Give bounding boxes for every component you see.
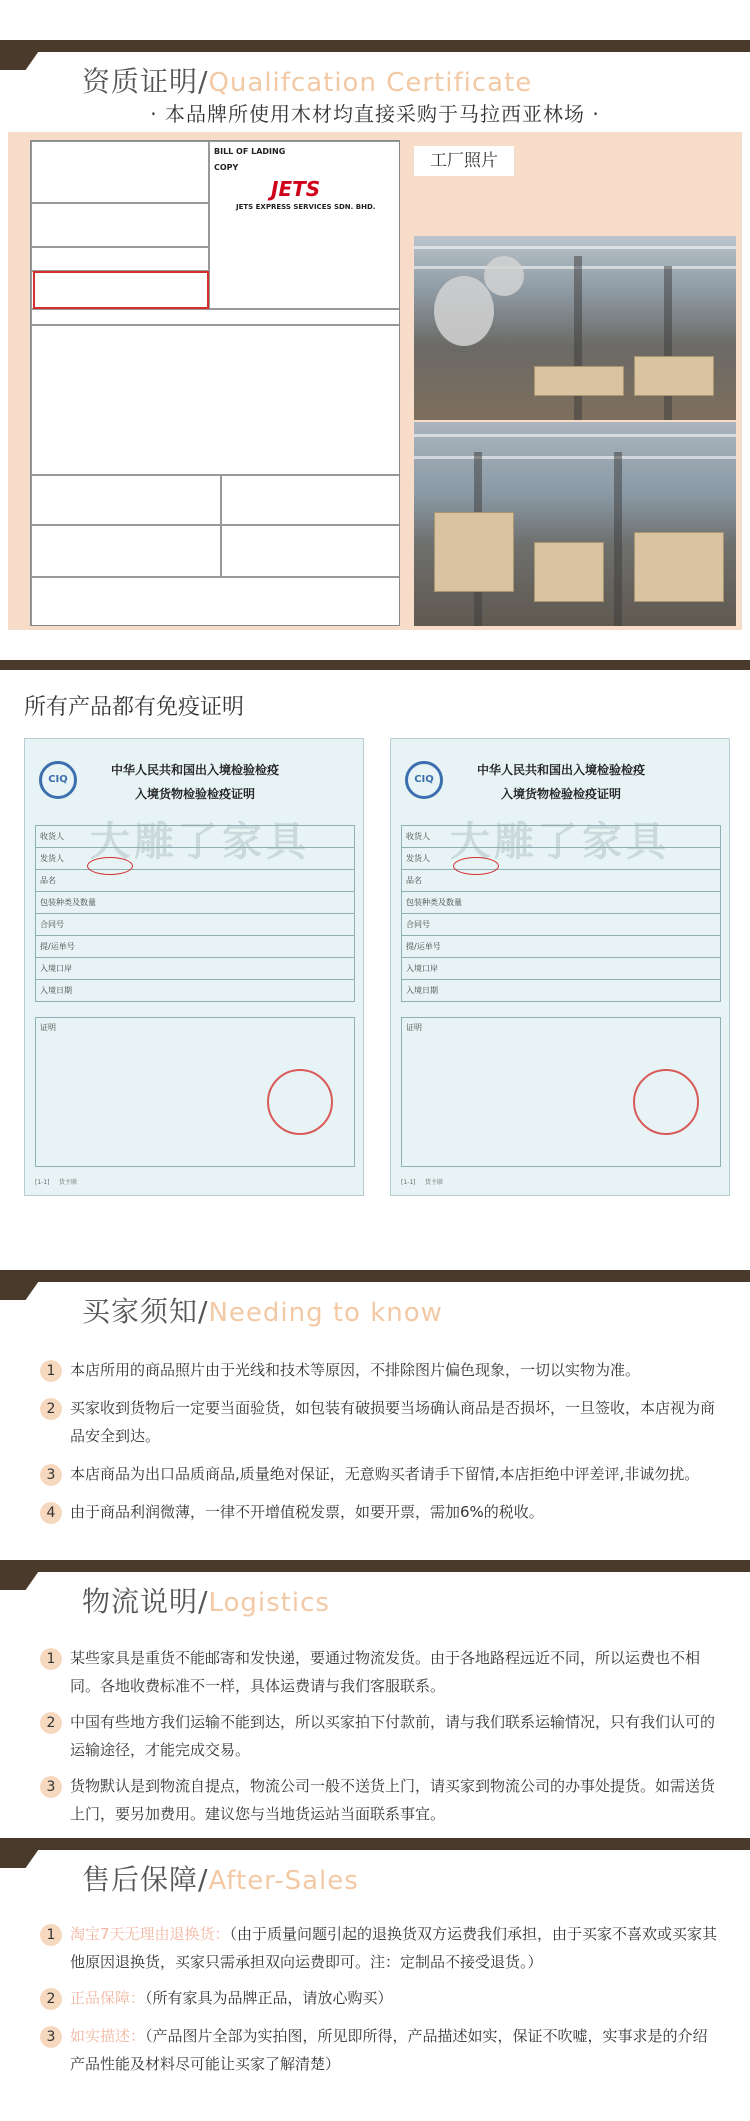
quarantine-title: 所有产品都有免疫证明 <box>24 695 245 720</box>
ciq-logo: CIQ <box>39 761 77 799</box>
aftersales-title: 售后保障/After-Sales <box>82 1863 359 1896</box>
cert-row-label: 合同号 <box>402 914 721 936</box>
factory-photo-1 <box>414 236 736 420</box>
cert-subtitle: 入境货物检验检疫证明 <box>134 787 255 801</box>
list-item: 2 正品保障：（所有家具为品牌正品，请放心购买） <box>48 1984 718 2012</box>
bill-heading: BILL OF LADING <box>214 147 286 156</box>
official-seal <box>633 1069 699 1135</box>
list-item: 4 由于商品利润微薄，一律不开增值税发票，如要开票，需加6%的税收。 <box>48 1498 718 1526</box>
quarantine-bar <box>0 660 750 670</box>
quarantine-certificate-1 <box>24 738 364 1196</box>
cert-row-label: 包装种类及数量 <box>36 892 355 914</box>
logistics-header <box>0 1560 750 1630</box>
cert-title: 中华人民共和国出入境检验检疫 <box>110 763 279 777</box>
bill-copy-label: COPY <box>214 163 239 172</box>
cert-row-label: 合同号 <box>36 914 355 936</box>
cert-remark: 证明 <box>35 1017 355 1167</box>
official-seal <box>267 1069 333 1135</box>
factory-photo-2 <box>414 422 736 626</box>
list-item: 1 淘宝7天无理由退换货：（由于质量问题引起的退换货双方运费我们承担，由于买家不喜欢或买家其他原因退换货，买家只需承担双向运费即可。注：定制品不接受退货。） <box>48 1920 718 1976</box>
watermark: 大雕了家具 <box>450 819 670 865</box>
quarantine-section <box>0 660 750 1280</box>
cert-row-label: 发货人 <box>36 848 355 870</box>
cert-remark: 证明 <box>401 1017 721 1167</box>
cert-title: 中华人民共和国出入境检验检疫 <box>476 763 645 777</box>
cert-row-label: 收货人 <box>402 826 721 848</box>
quarantine-certificate-2 <box>390 738 730 1196</box>
cert-row-label: 入境口岸 <box>36 958 355 980</box>
slogan: · 本品牌所使用木材均直接采购于马拉西亚林场 · <box>150 102 600 126</box>
logistics-title: 物流说明/Logistics <box>82 1585 330 1618</box>
list-item: 3 本店商品为出口品质商品,质量绝对保证，无意购买者请手下留情,本店拒绝中评差评,非诚勿扰。 <box>48 1460 718 1488</box>
cert-row-label: 品名 <box>402 870 721 892</box>
cert-row-label: 发货人 <box>402 848 721 870</box>
list-item: 2 中国有些地方我们运输不能到达，所以买家拍下付款前，请与我们联系运输情况，只有我们认可的运输途径，才能完成交易。 <box>48 1708 718 1764</box>
cert-row-label: 包装种类及数量 <box>402 892 721 914</box>
logistics-section <box>0 1560 750 1830</box>
bill-of-lading-document <box>30 140 400 626</box>
factory-photo-label: 工厂照片 <box>414 146 514 176</box>
list-item: 2 买家收到货物后一定要当面验货，如包装有破损要当场确认商品是否损坏，一旦签收，本店视为商品安全到达。 <box>48 1394 718 1450</box>
qualification-section <box>0 0 750 650</box>
bill-company-name: JETS EXPRESS SERVICES SDN. BHD. <box>236 203 376 211</box>
cert-footer: [1-1] 货主联 <box>35 1179 78 1186</box>
cert-row-label: 入境日期 <box>402 980 721 1002</box>
cert-row-label: 品名 <box>36 870 355 892</box>
aftersales-section <box>0 1838 750 2121</box>
cert-row-label: 入境日期 <box>36 980 355 1002</box>
needing-section <box>0 1270 750 1560</box>
list-item: 1 某些家具是重货不能邮寄和发快递，要通过物流发货。由于各地路程远近不同，所以运费也不相同。各地收费标准不一样，具体运费请与我们客服联系。 <box>48 1644 718 1700</box>
ciq-logo: CIQ <box>405 761 443 799</box>
cert-subtitle: 入境货物检验检疫证明 <box>500 787 621 801</box>
needing-header <box>0 1270 750 1340</box>
list-item: 3 如实描述：（产品图片全部为实拍图，所见即所得，产品描述如实，保证不吹嘘，实事求是的介绍产品性能及材料尽可能让买家了解清楚） <box>48 2022 718 2078</box>
cert-row-label: 提/运单号 <box>402 936 721 958</box>
qualification-title: 资质证明/Qualifcation Certificate <box>82 65 533 98</box>
cert-row-label: 入境口岸 <box>402 958 721 980</box>
jets-logo: JETS <box>271 177 321 201</box>
aftersales-header <box>0 1838 750 1908</box>
list-item: 3 货物默认是到物流自提点，物流公司一般不送货上门，请买家到物流公司的办事处提货。如需送货上门，要另加费用。建议您与当地货运站当面联系事宜。 <box>48 1772 718 1828</box>
cert-footer: [1-1] 货主联 <box>401 1179 444 1186</box>
cert-row-label: 提/运单号 <box>36 936 355 958</box>
watermark: 大雕了家具 <box>90 819 310 865</box>
list-item: 1 本店所用的商品照片由于光线和技术等原因，不排除图片偏色现象，一切以实物为准。 <box>48 1356 718 1384</box>
cert-row-label: 收货人 <box>36 826 355 848</box>
highlight-box <box>33 271 209 309</box>
needing-title: 买家须知/Needing to know <box>82 1295 443 1328</box>
